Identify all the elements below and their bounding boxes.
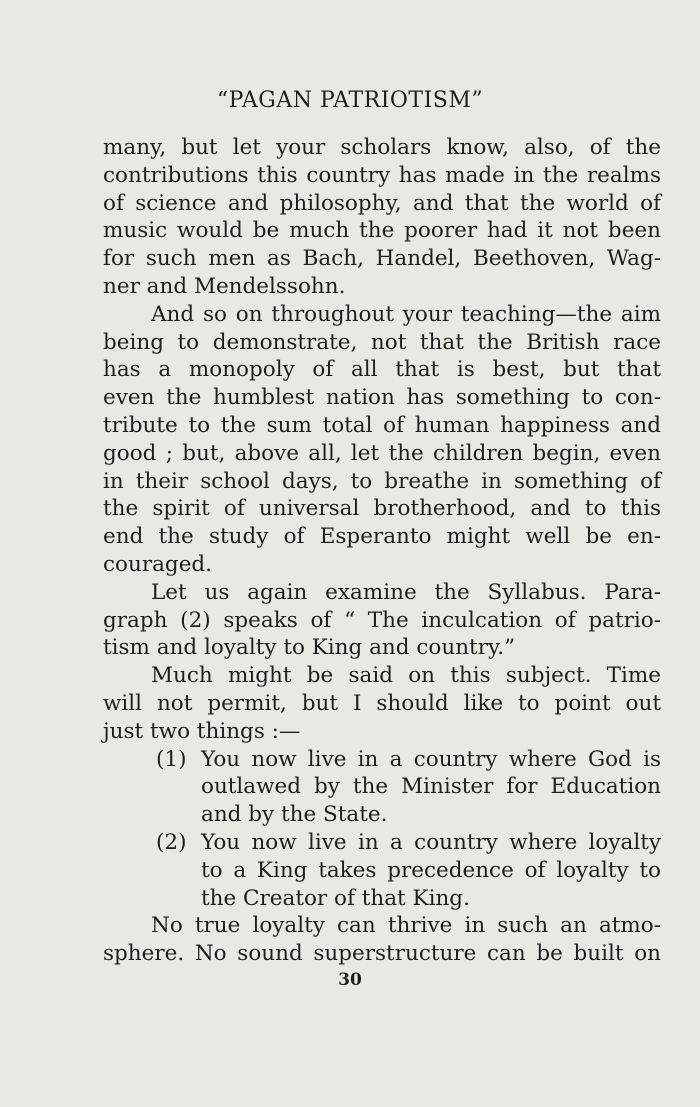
paragraph-2	[103, 301, 661, 579]
text-line: contributions this country has made in the realms	[103, 162, 661, 188]
list-number: (2)	[156, 829, 187, 855]
text-line: has a monopoly of all that is best, but that	[103, 357, 661, 383]
text-line: the spirit of universal brotherhood, and to this	[103, 496, 661, 522]
text-line: outlawed by the Minister for Education	[201, 774, 661, 800]
text-line: graph (2) speaks of “ The inculcation of patrio-	[103, 607, 661, 633]
text-line: No true loyalty can thrive in such an atmo-	[151, 913, 661, 939]
text-line: tribute to the sum total of human happiness and	[103, 412, 661, 438]
text-line: will not permit, but I should like to point out	[103, 690, 661, 716]
text-line: end the study of Esperanto might well be en-	[103, 524, 661, 550]
text-line: and by the State.	[201, 802, 388, 828]
text-line: You now live in a country where God is	[201, 746, 661, 772]
text-line: in their school days, to breathe in something of	[103, 468, 661, 494]
text-line: ner and Mendelssohn.	[103, 273, 346, 299]
text-line: to a King takes precedence of loyalty to	[201, 857, 661, 883]
text-line: many, but let your scholars know, also, of the	[103, 135, 661, 160]
text-line: sphere. No sound superstructure can be built on	[103, 941, 661, 967]
text-line: of science and philosophy, and that the world of	[103, 190, 661, 216]
text-line: for such men as Bach, Handel, Beethoven, Wag-	[103, 246, 661, 272]
numbered-list	[103, 746, 661, 913]
paragraph-1	[103, 134, 661, 301]
text-line: the Creator of that King.	[201, 885, 470, 911]
list-item	[103, 829, 661, 912]
paragraph-3	[103, 579, 661, 662]
page-number: 30	[338, 970, 362, 990]
list-number: (1)	[156, 746, 187, 772]
text-line: even the humblest nation has something to con-	[103, 385, 661, 411]
text-line: Let us again examine the Syllabus. Para-	[151, 579, 661, 605]
running-header: “PAGAN PATRIOTISM”	[216, 88, 484, 113]
text-line: being to demonstrate, not that the British race	[103, 329, 661, 355]
body-text	[103, 134, 661, 968]
text-line: Much might be said on this subject. Time	[151, 663, 661, 689]
text-line: music would be much the poorer had it not been	[103, 218, 661, 244]
text-line: And so on throughout your teaching—the aim	[151, 301, 661, 327]
text-line: just two things :—	[103, 718, 301, 744]
paragraph-4	[103, 662, 661, 745]
text-line: tism and loyalty to King and country.”	[103, 635, 516, 661]
list-item	[103, 746, 661, 829]
text-line: couraged.	[103, 551, 213, 577]
text-line: You now live in a country where loyalty	[201, 829, 661, 855]
text-line: good ; but, above all, let the children begin, even	[103, 440, 661, 466]
paragraph-5	[103, 912, 661, 968]
